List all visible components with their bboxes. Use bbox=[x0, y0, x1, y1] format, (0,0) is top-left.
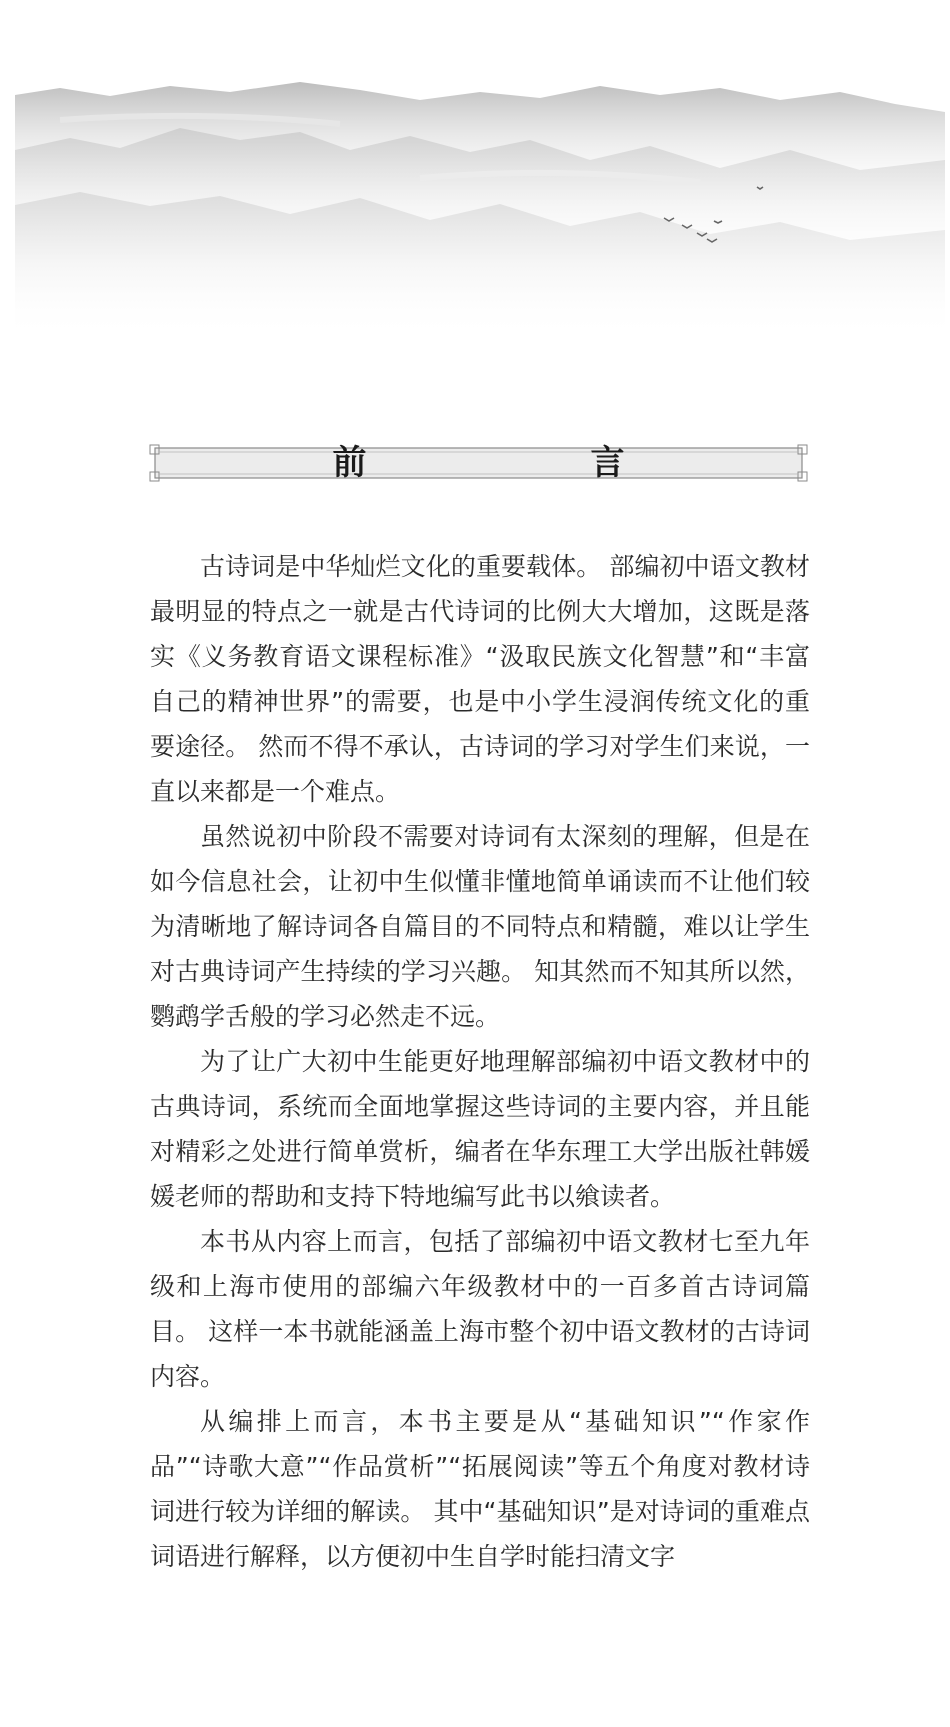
paragraph: 本书从内容上而言，包括了部编初中语文教材七至九年级和上海市使用的部编六年级教材中的一百多首古诗词篇目。 这样一本书就能涵盖上海市整个初中语文教材的古诗词内容。 bbox=[150, 1227, 810, 1391]
paragraph: 虽然说初中阶段不需要对诗词有太深刻的理解，但是在如今信息社会，让初中生似懂非懂地简单诵读而不让他们较为清晰地了解诗词各自篇目的不同特点和精髓，难以让学生对古典诗词产生持续的学习兴趣。 知其然而不知其所以然，鹦鹉学舌般的学习必然走不远。 bbox=[150, 822, 810, 1031]
title-banner bbox=[149, 444, 808, 482]
ink-landscape-banner bbox=[0, 0, 950, 360]
paragraph: 古诗词是中华灿烂文化的重要载体。 部编初中语文教材最明显的特点之一就是古代诗词的比例大大增加，这既是落实《义务教育语文课程标准》“汲取民族文化智慧”和“丰富自己的精神世界”的需要，也是中小学生浸润传统文化的重要途径。 然而不得不承认，古诗词的学习对学生们来说，一直以来都是一个难点。 bbox=[150, 552, 810, 806]
paragraph: 从编排上而言，本书主要是从“基础知识”“作家作品”“诗歌大意”“作品赏析”“拓展阅读”等五个角度对教材诗词进行较为详细的解读。 其中“基础知识”是对诗词的重难点词语进行解释，以方便初中生自学时能扫清文字 bbox=[150, 1407, 810, 1571]
mountain-illustration bbox=[0, 0, 950, 360]
paragraph: 为了让广大初中生能更好地理解部编初中语文教材中的古典诗词，系统而全面地掌握这些诗词的主要内容，并且能对精彩之处进行简单赏析，编者在华东理工大学出版社韩媛媛老师的帮助和支持下特地编写此书以飨读者。 bbox=[150, 1047, 810, 1211]
preface-body bbox=[150, 544, 810, 1579]
page-title: 前 言 bbox=[332, 443, 677, 483]
